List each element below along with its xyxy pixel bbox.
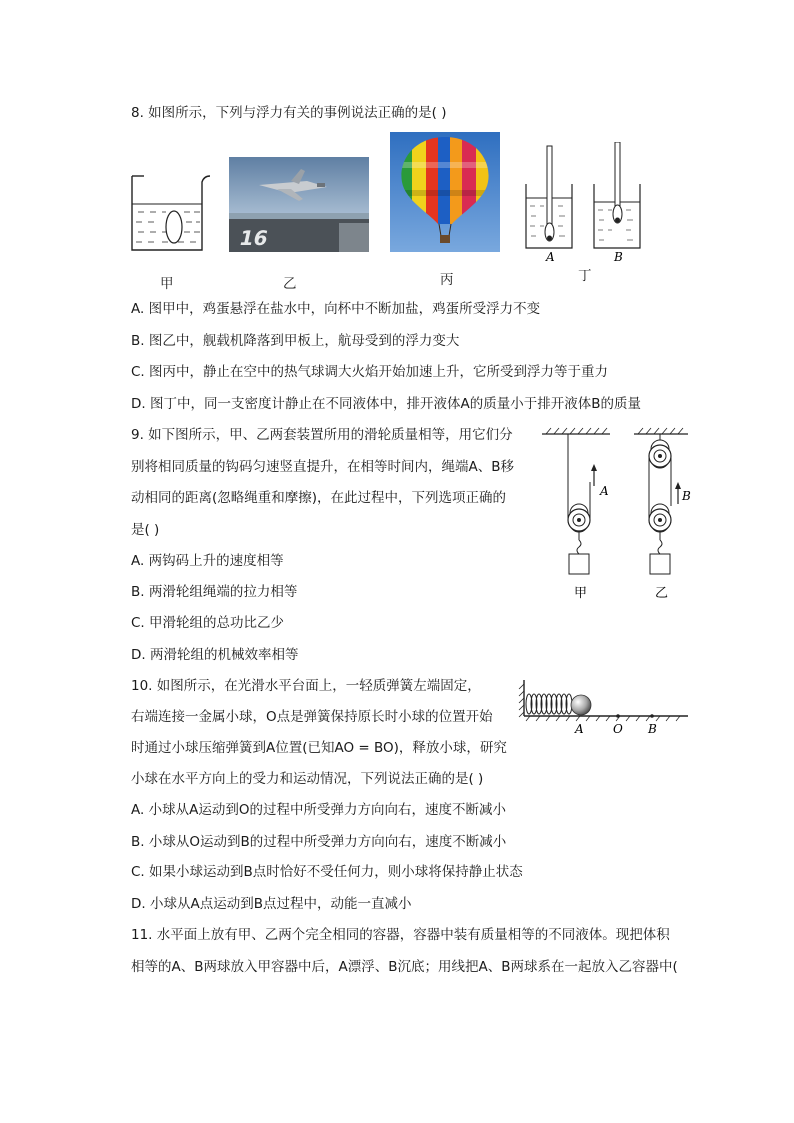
q10-stem-line-4: 小球在水平方向上的受力和运动情况，下列说法正确的是( ) bbox=[131, 771, 484, 787]
beaker-egg-figure bbox=[128, 170, 214, 256]
rope-label-a: A bbox=[600, 484, 609, 498]
q11-stem-line-2: 相等的A、B两球放入甲容器中后，A漂浮、B沉底；用线把A、B两球系在一起放入乙容器中( bbox=[131, 959, 678, 975]
metal-ball bbox=[571, 695, 591, 715]
q8-option-b: B. 图乙中，舰载机降落到甲板上，航母受到的浮力变大 bbox=[131, 333, 460, 349]
q10-option-d: D. 小球从A点运动到B点过程中，动能一直减小 bbox=[131, 896, 412, 912]
rope-label-b: B bbox=[682, 489, 691, 503]
carrier-jet-photo bbox=[229, 157, 369, 252]
caption-pulley-jia: 甲 bbox=[574, 586, 588, 601]
q8-stem: 8. 如图所示，下列与浮力有关的事例说法正确的是( ) bbox=[131, 105, 447, 121]
q10-stem-line-3: 时通过小球压缩弹簧到A位置(已知AO = BO)，释放小球，研究 bbox=[131, 740, 507, 756]
q8-option-a: A. 图甲中，鸡蛋悬浮在盐水中，向杯中不断加盐，鸡蛋所受浮力不变 bbox=[131, 301, 541, 317]
point-label-o: O bbox=[613, 722, 623, 736]
q9-stem-line-2: 别将相同质量的钩码匀速竖直提升，在相等时间内，绳端A、B移 bbox=[131, 459, 514, 475]
q9-option-c: C. 甲滑轮组的总功比乙少 bbox=[131, 615, 285, 631]
q11-stem-line-1: 11. 水平面上放有甲、乙两个完全相同的容器，容器中装有质量相等的不同液体。现把体积 bbox=[131, 927, 670, 943]
caption-pulley-yi: 乙 bbox=[655, 586, 669, 601]
point-label-a: A bbox=[575, 722, 584, 736]
hot-air-balloon-photo bbox=[390, 132, 500, 252]
deck-number: 16 bbox=[237, 226, 271, 250]
q8-option-d: D. 图丁中，同一支密度计静止在不同液体中，排开液体A的质量小于排开液体B的质量 bbox=[131, 396, 641, 412]
egg bbox=[166, 211, 182, 243]
q10-option-b: B. 小球从O运动到B的过程中所受弹力方向向右，速度不断减小 bbox=[131, 834, 507, 850]
q8-option-c: C. 图丙中，静止在空中的热气球调大火焰开始加速上升，它所受到浮力等于重力 bbox=[131, 364, 609, 380]
pulley-system-figure bbox=[538, 424, 708, 604]
q9-stem-line-4: 是( ) bbox=[131, 522, 160, 538]
q10-stem-line-2: 右端连接一金属小球，O点是弹簧保持原长时小球的位置开始 bbox=[131, 709, 493, 725]
tube-label-a: A bbox=[546, 250, 555, 264]
q10-stem-line-1: 10. 如图所示，在光滑水平台面上，一轻质弹簧左端固定， bbox=[131, 678, 481, 694]
q10-option-c: C. 如果小球运动到B点时恰好不受任何力，则小球将保持静止状态 bbox=[131, 864, 523, 880]
caption-bing: 丙 bbox=[440, 272, 454, 288]
tube-label-b: B bbox=[614, 250, 623, 264]
densimeter-figure bbox=[522, 142, 668, 264]
point-label-b: B bbox=[648, 722, 657, 736]
q10-option-a: A. 小球从A运动到O的过程中所受弹力方向向右，速度不断减小 bbox=[131, 802, 506, 818]
q9-option-b: B. 两滑轮组绳端的拉力相等 bbox=[131, 584, 298, 600]
q9-option-a: A. 两钩码上升的速度相等 bbox=[131, 553, 284, 569]
spring-ball-figure bbox=[518, 678, 690, 738]
caption-ding: 丁 bbox=[578, 268, 592, 284]
q9-stem-line-3: 动相同的距离(忽略绳重和摩擦)，在此过程中，下列选项正确的 bbox=[131, 490, 507, 506]
q9-option-d: D. 两滑轮组的机械效率相等 bbox=[131, 647, 299, 663]
caption-yi: 乙 bbox=[283, 276, 297, 292]
q9-stem-line-1: 9. 如下图所示，甲、乙两套装置所用的滑轮质量相等，用它们分 bbox=[131, 427, 513, 443]
caption-jia: 甲 bbox=[160, 276, 174, 292]
